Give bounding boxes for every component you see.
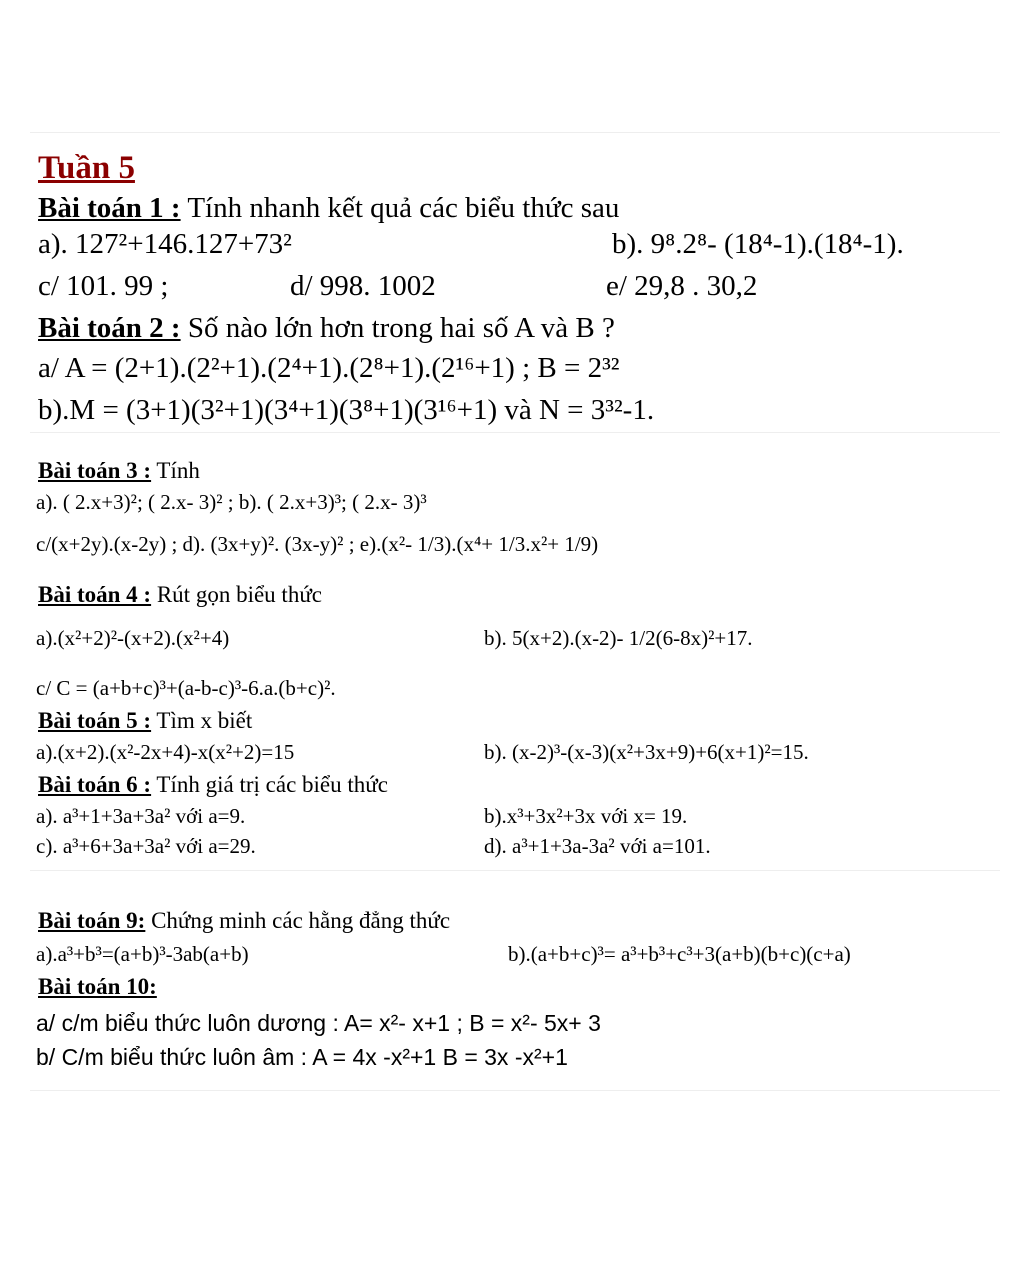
problem-6-c: c). a³+6+3a+3a² với a=29. bbox=[36, 834, 256, 858]
problem-9-heading-line bbox=[38, 908, 450, 934]
problem-2-heading: Bài toán 2 : bbox=[38, 312, 181, 344]
problem-9-b: b).(a+b+c)³= a³+b³+c³+3(a+b)(b+c)(c+a) bbox=[508, 942, 851, 966]
problem-1-e: e/ 29,8 . 30,2 bbox=[606, 270, 758, 302]
divider bbox=[30, 870, 1000, 871]
problem-1-c: c/ 101. 99 ; bbox=[38, 270, 169, 302]
divider bbox=[30, 432, 1000, 433]
problem-10-heading-line bbox=[38, 974, 157, 1000]
problem-1-heading-line bbox=[38, 192, 619, 225]
problem-5-b: b). (x-2)³-(x-3)(x²+3x+9)+6(x+1)²=15. bbox=[484, 740, 809, 764]
problem-3-heading-line bbox=[38, 458, 200, 484]
problem-6-a: a). a³+1+3a+3a² với a=9. bbox=[36, 804, 246, 828]
problem-5-heading-line bbox=[38, 708, 252, 734]
problem-10-heading: Bài toán 10: bbox=[38, 974, 157, 999]
problem-9-a: a).a³+b³=(a+b)³-3ab(a+b) bbox=[36, 942, 249, 966]
problem-2-b: b).M = (3+1)(3²+1)(3⁴+1)(3⁸+1)(3¹⁶+1) và N = 3³²-1. bbox=[38, 394, 655, 426]
problem-6-b: b).x³+3x²+3x với x= 19. bbox=[484, 804, 688, 828]
problem-3-heading: Bài toán 3 : bbox=[38, 458, 152, 483]
problem-10-b: b/ C/m biểu thức luôn âm : A = 4x -x²+1 B = 3x -x²+1 bbox=[36, 1044, 568, 1070]
problem-1-desc: Tính nhanh kết quả các biểu thức sau bbox=[180, 192, 620, 224]
problem-4-desc: Rút gọn biểu thức bbox=[151, 582, 322, 607]
problem-5-heading: Bài toán 5 : bbox=[38, 708, 152, 733]
problem-9-desc: Chứng minh các hằng đẳng thức bbox=[145, 908, 451, 933]
problem-9-heading: Bài toán 9: bbox=[38, 908, 146, 933]
divider bbox=[30, 1090, 1000, 1091]
problem-2-a: a/ A = (2+1).(2²+1).(2⁴+1).(2⁸+1).(2¹⁶+1) ; B = 2³² bbox=[38, 352, 620, 384]
problem-2-desc: Số nào lớn hơn trong hai số A và B ? bbox=[180, 312, 615, 344]
divider bbox=[30, 132, 1000, 133]
problem-2-heading-line bbox=[38, 312, 615, 345]
problem-6-heading-line bbox=[38, 772, 388, 798]
problem-6-heading: Bài toán 6 : bbox=[38, 772, 152, 797]
problem-4-c: c/ C = (a+b+c)³+(a-b-c)³-6.a.(b+c)². bbox=[36, 676, 336, 700]
problem-5-a: a).(x+2).(x²-2x+4)-x(x²+2)=15 bbox=[36, 740, 295, 764]
problem-1-a: a). 127²+146.127+73² bbox=[38, 228, 292, 260]
problem-6-d: d). a³+1+3a-3a² với a=101. bbox=[484, 834, 711, 858]
problem-4-b: b). 5(x+2).(x-2)- 1/2(6-8x)²+17. bbox=[484, 626, 753, 650]
problem-3-c: c/(x+2y).(x-2y) ; d). (3x+y)². (3x-y)² ; e).(x²- 1/3).(x⁴+ 1/3.x²+ 1/9) bbox=[36, 532, 599, 556]
problem-6-desc: Tính giá trị các biểu thức bbox=[151, 772, 388, 797]
problem-5-desc: Tìm x biết bbox=[151, 708, 253, 733]
problem-3-a: a). ( 2.x+3)²; ( 2.x- 3)² ; b). ( 2.x+3)³; ( 2.x- 3)³ bbox=[36, 490, 427, 514]
problem-1-d: d/ 998. 1002 bbox=[290, 270, 436, 302]
problem-4-heading-line bbox=[38, 582, 322, 608]
problem-10-a: a/ c/m biểu thức luôn dương : A= x²- x+1 ; B = x²- 5x+ 3 bbox=[36, 1010, 601, 1036]
problem-1-b: b). 9⁸.2⁸- (18⁴-1).(18⁴-1). bbox=[612, 228, 904, 260]
problem-4-a: a).(x²+2)²-(x+2).(x²+4) bbox=[36, 626, 230, 650]
page-title: Tuần 5 bbox=[38, 150, 135, 186]
problem-4-heading: Bài toán 4 : bbox=[38, 582, 152, 607]
problem-1-heading: Bài toán 1 : bbox=[38, 192, 181, 224]
problem-3-desc: Tính bbox=[151, 458, 200, 483]
